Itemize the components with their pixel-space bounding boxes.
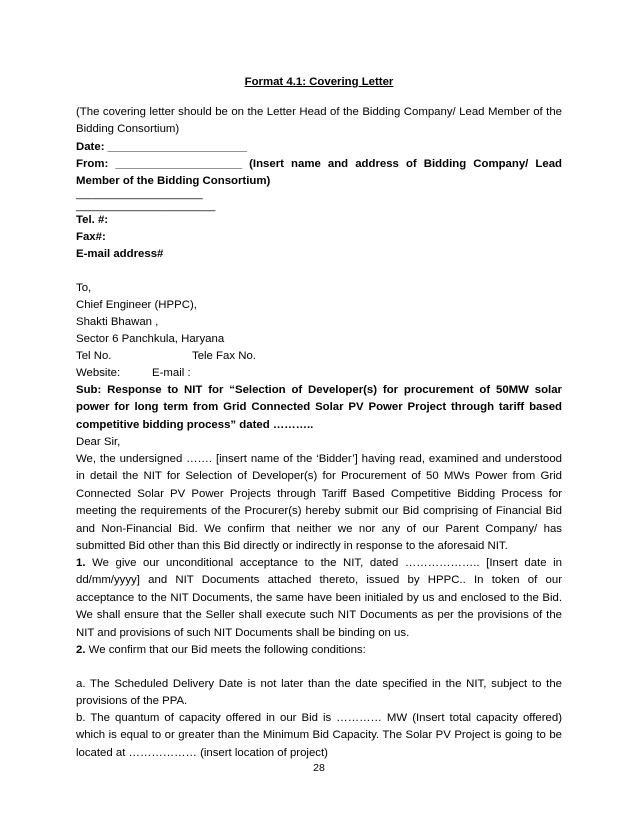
date-field: Date: ______________________ bbox=[76, 141, 248, 153]
addressee-email-label: E-mail : bbox=[152, 367, 191, 379]
page-number: 28 bbox=[313, 762, 325, 774]
addressee-tel-label: Tel No. bbox=[76, 350, 112, 362]
subject-line: Sub: Response to NIT for “Selection of Developer(s) for procurement of 50MW solar power for long term from Grid Connected Solar PV Power Project through tariff based competitive bidding process” dated ……….. bbox=[76, 384, 562, 431]
addressee-fax-label: Tele Fax No. bbox=[192, 350, 256, 362]
fax-field: Fax#: bbox=[76, 231, 106, 243]
addressee-website-label: Website: bbox=[76, 367, 121, 379]
paragraph-1-number: 1. bbox=[76, 557, 86, 569]
document-title: Format 4.1: Covering Letter bbox=[244, 76, 394, 88]
from-field: From: ____________________ (Insert name and address of Bidding Company/ Lead Member of the Bidding Consortium) bbox=[76, 158, 562, 188]
condition-b: b. The quantum of capacity offered in our Bid is ………… MW (Insert total capacity offered) which is equal to or greater than the Minimum Bid Capacity. The Solar PV Project is going to be located at ……………… (insert location of project) bbox=[76, 712, 562, 759]
addressee-line-1: Chief Engineer (HPPC), bbox=[76, 299, 197, 311]
document-page bbox=[76, 0, 562, 826]
paragraph-2 bbox=[76, 642, 562, 659]
addressee-web-email bbox=[76, 365, 562, 382]
address-blank-line-2: ______________________ bbox=[76, 200, 216, 212]
salutation: Dear Sir, bbox=[76, 436, 121, 448]
email-field: E-mail address# bbox=[76, 248, 164, 260]
addressee-line-3: Sector 6 Panchkula, Haryana bbox=[76, 333, 225, 345]
paragraph-2-text: We confirm that our Bid meets the following conditions: bbox=[85, 644, 366, 656]
to-line: To, bbox=[76, 282, 92, 294]
condition-a: a. The Scheduled Delivery Date is not later than the date specified in the NIT, subject to the provisions of the PPA. bbox=[76, 678, 562, 708]
paragraph-1 bbox=[76, 555, 562, 642]
letterhead-note: (The covering letter should be on the Letter Head of the Bidding Company/ Lead Member of the Bidding Consortium) bbox=[76, 106, 562, 136]
intro-paragraph: We, the undersigned ……. [insert name of the ‘Bidder’] having read, examined and understood in detail the NIT for Selection of Developer(s) for Procurement of 50 MWs Power from Grid Connected Solar PV Power Projects through Tariff Based Competitive Bidding Process for meeting the requirements of the Procurer(s) hereby submit our Bid comprising of Financial Bid and Non-Financial Bid. We confirm that neither we nor any of our Parent Company/ has submitted Bid other than this Bid directly or indirectly in response to the aforesaid NIT. bbox=[76, 453, 562, 553]
paragraph-2-number: 2. bbox=[76, 644, 86, 656]
addressee-tel-fax bbox=[76, 348, 562, 365]
address-blank-line-1: ____________________ bbox=[76, 188, 203, 200]
addressee-line-2: Shakti Bhawan , bbox=[76, 316, 159, 328]
paragraph-1-text: We give our unconditional acceptance to the NIT, dated ……………….. [Insert date in dd/mm/yyyy] and NIT Documents attached thereto, issued by HPPC.. In token of our acceptance to the NIT Documents, the same have been initialed by us and enclosed to the Bid. We shall ensure that the Seller shall execute such NIT Documents as per the provisions of the NIT and provisions of such NIT Documents shall be binding on us. bbox=[76, 557, 562, 639]
tel-field: Tel. #: bbox=[76, 214, 109, 226]
